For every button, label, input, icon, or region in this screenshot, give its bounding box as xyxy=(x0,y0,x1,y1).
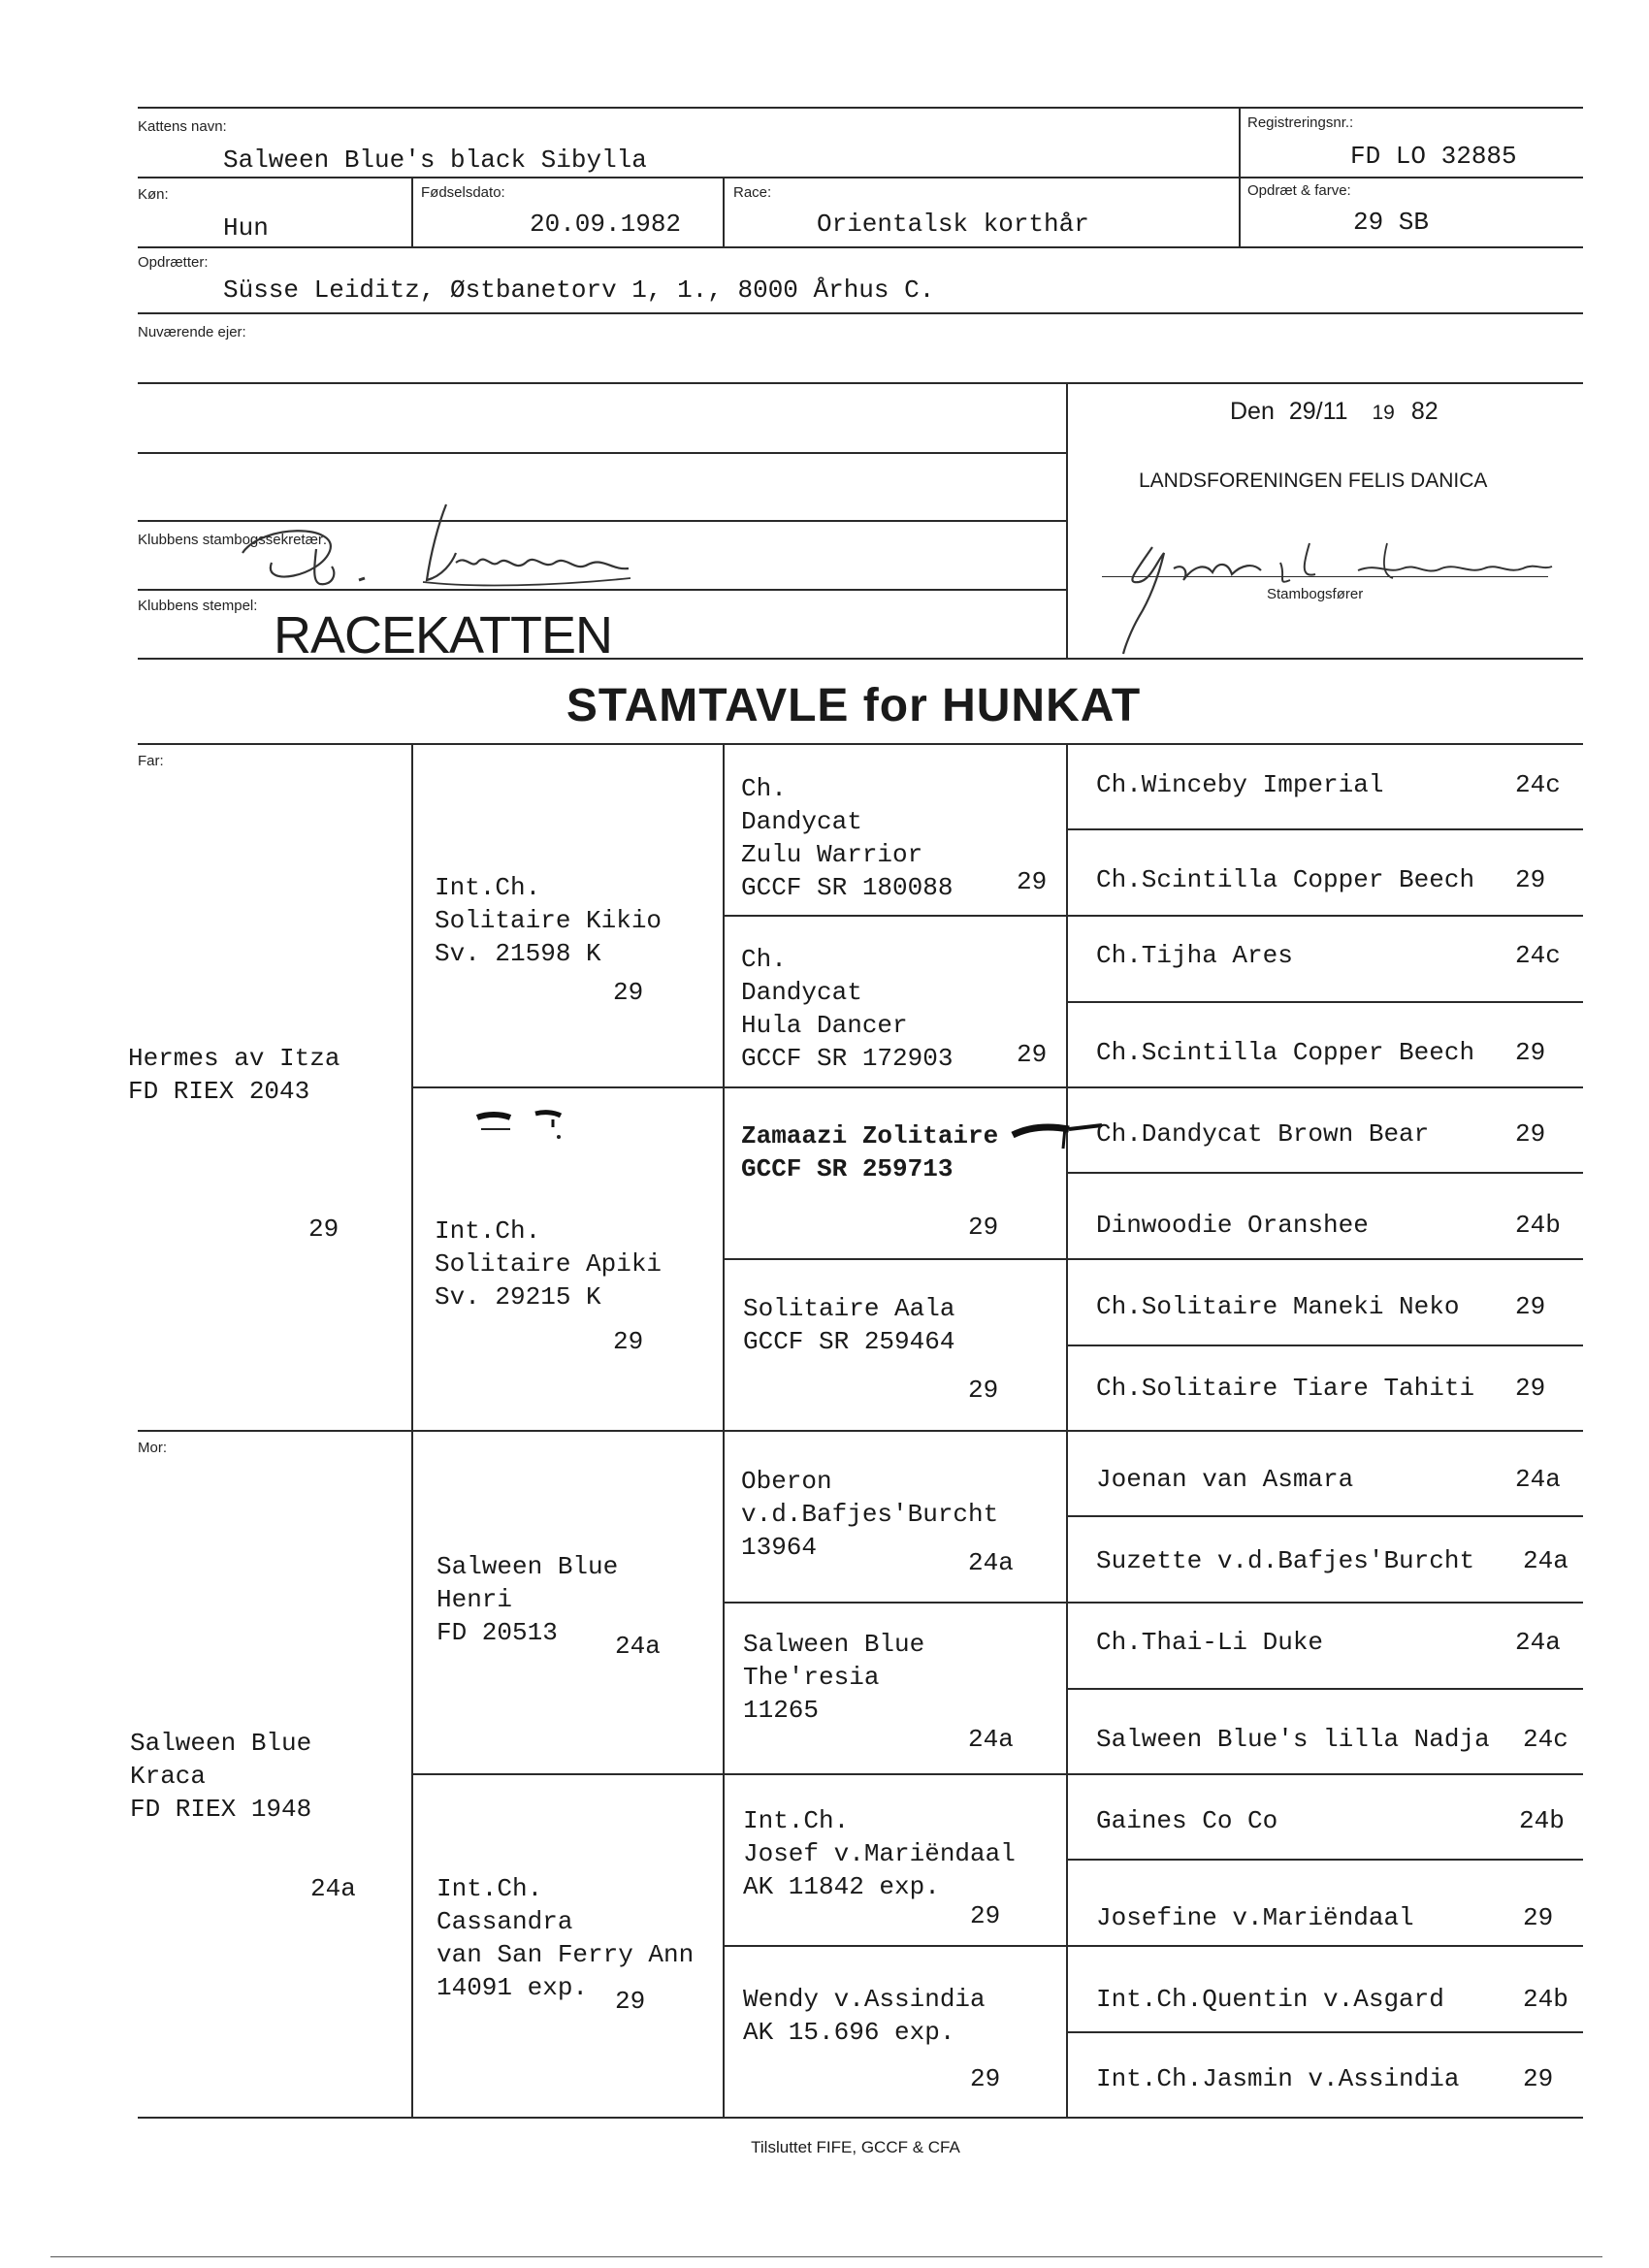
gen3-entry-4: Solitaire Aala GCCF SR 259464 xyxy=(743,1294,955,1356)
rule-row1 xyxy=(138,177,1583,178)
gen4-name: Suzette v.d.Bafjes'Burcht xyxy=(1096,1546,1475,1575)
owner-label: Nuværende ejer: xyxy=(138,324,246,340)
gen4-code: 24c xyxy=(1523,1725,1568,1754)
gen3-code-3: 29 xyxy=(968,1213,999,1242)
gen4-name: Ch.Tijha Ares xyxy=(1096,941,1293,970)
grid-gen2-a xyxy=(411,1086,1583,1088)
gen2-code-2: 29 xyxy=(613,1327,644,1356)
grid-gen4-5 xyxy=(1066,1515,1583,1517)
gen3-code-7: 29 xyxy=(970,1901,1001,1930)
gen3-code-1: 29 xyxy=(1017,867,1048,896)
gen4-code: 24a xyxy=(1523,1546,1568,1575)
secretary-label: Klubbens stambogssekretær: xyxy=(138,532,328,548)
sire-code: 29 xyxy=(308,1215,340,1244)
gen4-code: 24b xyxy=(1523,1985,1568,2014)
gen4-code: 24a xyxy=(1515,1465,1561,1494)
pedigree-title: STAMTAVLE for HUNKAT xyxy=(566,680,1142,731)
gen3-entry-2: Ch. Dandycat Hula Dancer GCCF SR 172903 xyxy=(741,945,954,1073)
rule-blank1 xyxy=(138,452,1067,454)
gen4-code: 29 xyxy=(1515,1119,1546,1149)
grid-gen3-b xyxy=(723,1258,1583,1260)
gen2-code-4: 29 xyxy=(615,1987,646,2016)
gen4-row xyxy=(1096,2064,1581,2093)
gen4-code: 24a xyxy=(1515,1628,1561,1657)
grid-gen2-b xyxy=(411,1773,1583,1775)
gen3-code-2: 29 xyxy=(1017,1040,1048,1069)
gen4-code: 24c xyxy=(1515,770,1561,799)
vrule-date-box xyxy=(1066,382,1068,658)
rule-row4 xyxy=(138,382,1583,384)
gen4-code: 24b xyxy=(1515,1211,1561,1240)
reg-label: Registreringsnr.: xyxy=(1247,114,1354,131)
gen4-name: Int.Ch.Jasmin v.Assindia xyxy=(1096,2064,1460,2093)
secretary-signature xyxy=(223,495,650,601)
rule-row3 xyxy=(138,312,1583,314)
gen4-code: 29 xyxy=(1515,1038,1546,1067)
dob-value: 20.09.1982 xyxy=(530,210,682,239)
gen4-name: Josefine v.Mariëndaal xyxy=(1096,1903,1414,1932)
grid-gen4-4 xyxy=(1066,1345,1583,1346)
breeder-label: Opdrætter: xyxy=(138,254,209,271)
gen2-entry-4: Int.Ch. Cassandra van San Ferry Ann 14091 exp. xyxy=(436,1874,695,2002)
grid-gen3-a xyxy=(723,915,1583,917)
gen4-row xyxy=(1096,1292,1581,1321)
gen3-entry-8: Wendy v.Assindia AK 15.696 exp. xyxy=(743,1985,986,2047)
rule-row2 xyxy=(138,246,1583,248)
cat-name: Salween Blue's black Sibylla xyxy=(223,146,647,175)
gen4-row xyxy=(1096,1546,1581,1575)
date-line xyxy=(1230,398,1439,426)
dob-label: Fødselsdato: xyxy=(421,184,505,201)
gen3-entry-7: Int.Ch. Josef v.Mariëndaal AK 11842 exp. xyxy=(743,1806,1016,1901)
gen4-name: Ch.Thai-Li Duke xyxy=(1096,1628,1324,1657)
color-label: Opdræt & farve: xyxy=(1247,182,1351,199)
grid-gen4-8 xyxy=(1066,2031,1583,2033)
gen4-row xyxy=(1096,1806,1581,1835)
grid-gen4-6 xyxy=(1066,1688,1583,1690)
grid-sire-dam-divider xyxy=(138,1430,1583,1432)
gen4-name: Ch.Scintilla Copper Beech xyxy=(1096,865,1475,894)
sire-name: Hermes av Itza FD RIEX 2043 xyxy=(128,1044,340,1106)
grid-v2 xyxy=(723,743,725,2117)
registrar-label: Stambogsfører xyxy=(1267,586,1364,602)
date-year-prefix: 19 xyxy=(1372,402,1395,424)
grid-gen3-d xyxy=(723,1945,1583,1947)
sire-label: Far: xyxy=(138,753,164,769)
gen4-code: 24c xyxy=(1515,941,1561,970)
club-stamp: RACEKATTEN xyxy=(274,606,613,664)
gen4-name: Int.Ch.Quentin v.Asgard xyxy=(1096,1985,1444,2014)
gen4-name: Dinwoodie Oranshee xyxy=(1096,1211,1369,1240)
date-day-month: 29/11 xyxy=(1288,398,1348,425)
gen4-code: 24b xyxy=(1519,1806,1565,1835)
gen3-entry-1: Ch. Dandycat Zulu Warrior GCCF SR 180088 xyxy=(741,774,954,902)
gen3-entry-6: Salween Blue The'resia 11265 xyxy=(743,1630,925,1725)
association-name: LANDSFORENINGEN FELIS DANICA xyxy=(1139,470,1488,492)
rule-top xyxy=(138,107,1583,109)
gen4-row xyxy=(1096,1628,1581,1657)
gen4-name: Ch.Dandycat Brown Bear xyxy=(1096,1119,1430,1149)
gen4-name: Gaines Co Co xyxy=(1096,1806,1278,1835)
gen4-row xyxy=(1096,1985,1581,2014)
grid-bottom xyxy=(138,2117,1583,2119)
gen4-name: Salween Blue's lilla Nadja xyxy=(1096,1725,1490,1754)
gen3-code-8: 29 xyxy=(970,2064,1001,2093)
grid-gen4-3 xyxy=(1066,1172,1583,1174)
grid-top xyxy=(138,743,1583,745)
gen4-row xyxy=(1096,1211,1581,1240)
gen4-name: Ch.Winceby Imperial xyxy=(1096,770,1384,799)
grid-gen4-1 xyxy=(1066,828,1583,830)
gen4-row xyxy=(1096,1725,1581,1754)
gen4-code: 29 xyxy=(1515,1292,1546,1321)
gen4-code: 29 xyxy=(1515,865,1546,894)
gen4-row xyxy=(1096,1038,1581,1067)
page-edge-mark xyxy=(50,2256,1602,2257)
gen4-row xyxy=(1096,865,1581,894)
gen2-entry-3: Salween Blue Henri FD 20513 xyxy=(436,1552,619,1647)
vrule-reg xyxy=(1239,107,1241,246)
grid-gen3-c xyxy=(723,1602,1583,1604)
dam-code: 24a xyxy=(310,1874,356,1903)
gen4-row xyxy=(1096,1465,1581,1494)
grid-v1 xyxy=(411,743,413,2117)
gen2-code-1: 29 xyxy=(613,978,644,1007)
gen4-row xyxy=(1096,1119,1581,1149)
gen4-name: Joenan van Asmara xyxy=(1096,1465,1354,1494)
dam-name: Salween Blue Kraca FD RIEX 1948 xyxy=(130,1729,312,1824)
dam-label: Mor: xyxy=(138,1440,167,1456)
gen3-code-5: 24a xyxy=(968,1548,1014,1577)
gen2-code-3: 24a xyxy=(615,1632,661,1661)
sex-value: Hun xyxy=(223,213,269,243)
race-value: Orientalsk korthår xyxy=(817,210,1089,239)
gen3-entry-3: Zamaazi Zolitaire GCCF SR 259713 xyxy=(741,1121,999,1183)
gen4-row xyxy=(1096,1374,1581,1403)
grid-gen4-7 xyxy=(1066,1859,1583,1861)
gen2-entry-2: Int.Ch. Solitaire Apiki Sv. 29215 K xyxy=(435,1216,663,1312)
color-value: 29 SB xyxy=(1353,208,1430,237)
vrule-race xyxy=(723,177,725,246)
gen4-code: 29 xyxy=(1523,2064,1554,2093)
sex-label: Køn: xyxy=(138,186,169,203)
gen3-entry-5: Oberon v.d.Bafjes'Burcht 13964 xyxy=(741,1467,999,1562)
vrule-dob xyxy=(411,177,413,246)
reg-no: FD LO 32885 xyxy=(1350,142,1517,171)
breeder-value: Süsse Leiditz, Østbanetorv 1, 1., 8000 Århus C. xyxy=(223,275,935,305)
gen2-entry-1: Int.Ch. Solitaire Kikio Sv. 21598 K xyxy=(435,873,663,968)
gen4-row xyxy=(1096,941,1581,970)
gen4-name: Ch.Solitaire Maneki Neko xyxy=(1096,1292,1460,1321)
grid-v3 xyxy=(1066,743,1068,2117)
grid-gen4-2 xyxy=(1066,1001,1583,1003)
cat-name-label: Kattens navn: xyxy=(138,118,227,135)
stamp-label: Klubbens stempel: xyxy=(138,598,258,614)
gen4-code: 29 xyxy=(1515,1374,1546,1403)
gen3-code-4: 29 xyxy=(968,1376,999,1405)
gen4-name: Ch.Scintilla Copper Beech xyxy=(1096,1038,1475,1067)
footer-affiliation: Tilsluttet FIFE, GCCF & CFA xyxy=(751,2138,960,2156)
gen4-code: 29 xyxy=(1523,1903,1554,1932)
gen4-row xyxy=(1096,1903,1581,1932)
gen3-code-6: 24a xyxy=(968,1725,1014,1754)
gen4-row xyxy=(1096,770,1581,799)
date-prefix: Den xyxy=(1230,398,1275,425)
ink-strike xyxy=(1009,1114,1106,1152)
race-label: Race: xyxy=(733,184,772,201)
gen4-name: Ch.Solitaire Tiare Tahiti xyxy=(1096,1374,1475,1403)
ink-marks xyxy=(471,1106,578,1145)
date-year: 82 xyxy=(1410,398,1439,425)
